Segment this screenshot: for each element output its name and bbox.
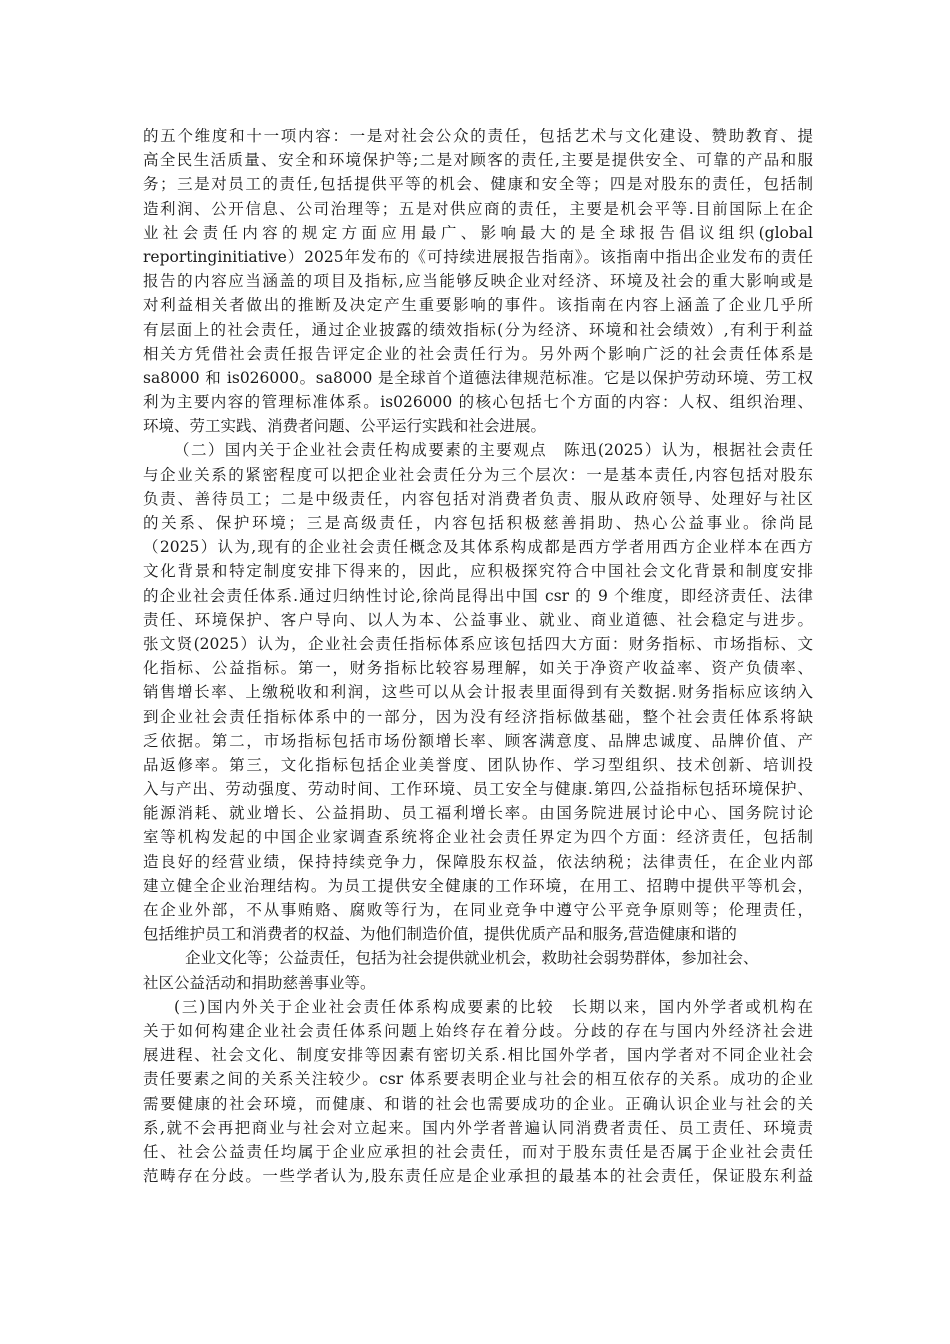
text-line: 的企业社会责任体系.通过归纳性讨论,徐尚昆得出中国 csr 的 9 个维度，即经济责任、法律 [143, 586, 813, 605]
text-line: 任、社会公益责任均属于企业应承担的社会责任，而对于股东责任是否属于企业社会责任 [143, 1142, 813, 1161]
text-line: 业社会责任内容的规定方面应用最广、影响最大的是全球报告倡议组织(global [143, 223, 813, 242]
text-line: 造良好的经营业绩，保持持续竞争力，保障股东权益，依法纳税；法律责任，在企业内部 [143, 852, 813, 871]
section-heading-line: （二）国内关于企业社会责任构成要素的主要观点 陈迅(2025）认为，根据社会责任 [174, 441, 813, 460]
section-heading-line: (三)国内外关于企业社会责任体系构成要素的比较 长期以来，国内外学者或机构在 [174, 997, 813, 1016]
text-line: 系,就不会再把商业与社会对立起来。国内外学者普遍认同消费者责任、员工责任、环境责 [143, 1118, 813, 1137]
text-line: 范畴存在分歧。一些学者认为,股东责任应是企业承担的最基本的社会责任，保证股东利益 [143, 1167, 813, 1186]
text-line: 造利润、公开信息、公司治理等；五是对供应商的责任，主要是机会平等.目前国际上在企 [143, 199, 813, 218]
text-line: 入与产出、劳动强度、劳动时间、工作环境、员工安全与健康.第四,公益指标包括环境保护、 [143, 780, 813, 799]
text-line: 负责、善待员工；二是中级责任，内容包括对消费者负责、服从政府领导、处理好与社区 [143, 489, 813, 508]
text-line: 利为主要内容的管理标准体系。is026000 的核心包括七个方面的内容：人权、组织治理、 [143, 393, 813, 412]
text-line: 相关方凭借社会责任报告评定企业的社会责任行为。另外两个影响广泛的社会责任体系是 [143, 344, 813, 363]
text-line: 与企业关系的紧密程度可以把企业社会责任分为三个层次：一是基本责任,内容包括对股东 [143, 465, 813, 484]
text-line: 责任要素之间的关系关注较少。csr 体系要表明企业与社会的相互依存的关系。成功的企业 [143, 1070, 813, 1089]
text-line: 有层面上的社会责任，通过企业披露的绩效指标(分为经济、环境和社会绩效）,有利于利益 [143, 320, 813, 339]
text-line: 的五个维度和十一项内容：一是对社会公众的责任，包括艺术与文化建设、赞助教育、提 [143, 127, 813, 145]
text-line: 张文贤(2025）认为，企业社会责任指标体系应该包括四大方面：财务指标、市场指标、文 [143, 634, 813, 653]
text-line: 室等机构发起的中国企业家调查系统将企业社会责任界定为四个方面：经济责任，包括制 [143, 828, 813, 847]
text-line: 能源消耗、就业增长、公益捐助、员工福利增长率。由国务院进展讨论中心、国务院讨论 [143, 804, 813, 823]
text-line: （2025）认为,现有的企业社会责任概念及其体系构成都是西方学者用西方企业样本在西方 [143, 538, 813, 557]
text-line: 到企业社会责任指标体系中的一部分，因为没有经济指标做基础，整个社会责任体系将缺 [143, 707, 813, 726]
text-line: 建立健全企业治理结构。为员工提供安全健康的工作环境，在用工、招聘中提供平等机会， [143, 876, 813, 895]
text-line: sa8000 和 is026000。sa8000 是全球首个道德法律规范标准。它是以保护劳动环境、劳工权 [143, 368, 813, 387]
text-line: 社区公益活动和捐助慈善事业等。 [143, 973, 376, 992]
text-line: 务；三是对员工的责任,包括提供平等的机会、健康和安全等；四是对股东的责任，包括制 [143, 175, 813, 194]
text-line: 乏依据。第二，市场指标包括市场份额增长率、顾客满意度、品牌忠诚度、品牌价值、产 [143, 731, 813, 750]
text-line: 展进程、社会文化、制度安排等因素有密切关系.相比国外学者，国内学者对不同企业社会 [143, 1046, 813, 1065]
text-line: 责任、环境保护、客户导向、以人为本、公益事业、就业、商业道德、社会稳定与进步。 [143, 610, 813, 629]
text-line: 销售增长率、上缴税收和利润，这些可以从会计报表里面得到有关数据.财务指标应该纳入 [143, 683, 813, 702]
text-line: 关于如何构建企业社会责任体系问题上始终存在着分歧。分歧的存在与国内外经济社会进 [143, 1021, 813, 1040]
text-line: 在企业外部，不从事贿赂、腐败等行为，在同业竞争中遵守公平竞争原则等；伦理责任， [143, 901, 813, 919]
text-line: 报告的内容应当涵盖的项目及指标,应当能够反映企业对经济、环境及社会的重大影响或是 [143, 272, 813, 291]
text-line: 品返修率。第三，文化指标包括企业美誉度、团队协作、学习型组织、技术创新、培训投 [143, 755, 813, 774]
text-line: 高全民生活质量、安全和环境保护等;二是对顾客的责任,主要是提供安全、可靠的产品和服 [143, 151, 813, 170]
text-line: 企业文化等；公益责任，包括为社会提供就业机会，救助社会弱势群体，参加社会、 [185, 949, 759, 968]
text-line: reportinginitiative）2025年发布的《可持续进展报告指南》。该指南中指出企业发布的责任 [143, 247, 813, 266]
text-line: 包括维护员工和消费者的权益、为他们制造价值，提供优质产品和服务,营造健康和谐的 [143, 925, 737, 944]
text-line: 文化背景和特定制度安排下得来的，因此，应积极探究符合中国社会文化背景和制度安排 [143, 562, 813, 581]
text-line: 环境、劳工实践、消费者问题、公平运行实践和社会进展。 [143, 417, 547, 436]
body-text [143, 124, 813, 1188]
text-line: 需要健康的社会环境，而健康、和谐的社会也需要成功的企业。正确认识企业与社会的关 [143, 1094, 813, 1113]
text-line: 对利益相关者做出的推断及决定产生重要影响的事件。该指南在内容上涵盖了企业几乎所 [143, 296, 813, 315]
text-line: 化指标、公益指标。第一，财务指标比较容易理解，如关于净资产收益率、资产负债率、 [143, 659, 813, 678]
text-line: 的关系、保护环境；三是高级责任，内容包括积极慈善捐助、热心公益事业。徐尚昆 [143, 514, 813, 532]
